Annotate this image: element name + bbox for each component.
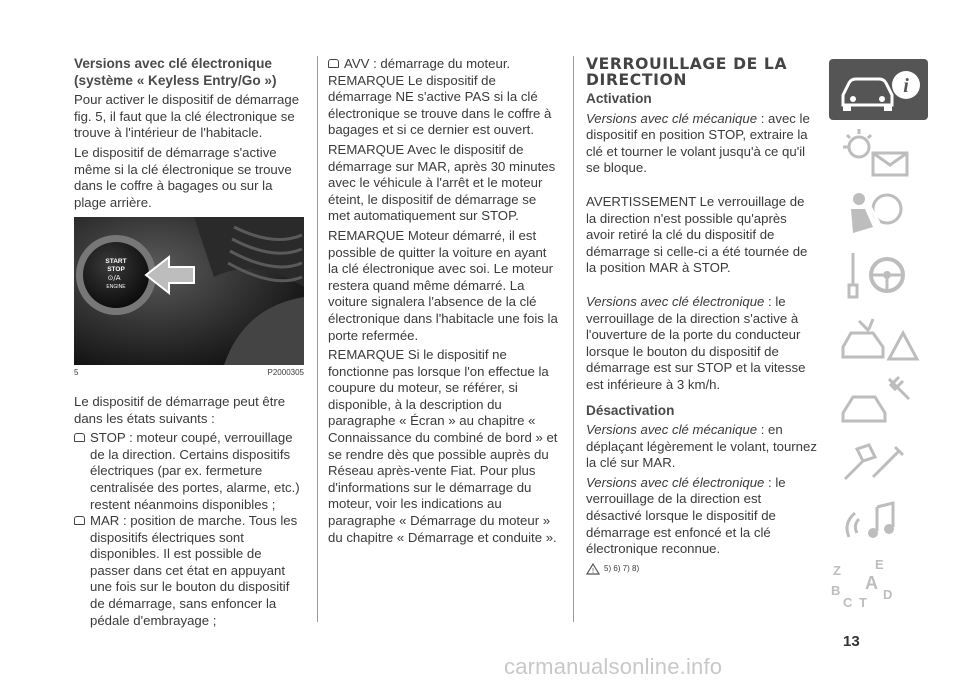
note-paragraph: REMARQUE Si le dispositif ne fonctionne pas lorsque l'on effectue la coupure du moteur, se référer, si disponible, à la description du paragraphe « Écran » au chapitre « Connaissance du combiné de bord » et se rendre dès que possible auprès du Réseau après-vente Fiat. Pour plus d'informations sur le démarrage du moteur, voir les indications au paragraphe « Démarrage du moteur » du chapitre « Démarrage et conduite ».	[328, 347, 558, 545]
column-divider	[573, 56, 574, 622]
engine-label: ENGINE	[106, 284, 126, 291]
technical-data-icon	[829, 431, 928, 492]
stop-label: STOP	[107, 266, 125, 274]
index-icon	[829, 555, 928, 611]
warning-triangle-icon	[586, 563, 600, 575]
paragraph: Versions avec clé mécanique : avec le dispositif en position STOP, extraire la clé et tourner le volant jusqu'à ce qu'il se bloque.	[586, 110, 810, 176]
svg-text:E: E	[875, 557, 884, 572]
warning-paragraph: AVERTISSEMENT Le verrouillage de la direction n'est possible qu'après avoir retiré la clé du dispositif de démarrage si celle-ci a été tournée de la position MAR à STOP.	[586, 193, 808, 276]
svg-text:i: i	[903, 75, 909, 97]
note-paragraph: REMARQUE Avec le dispositif de démarrage sur MAR, après 30 minutes avec le véhicule à l'arrêt et le moteur éteint, le dispositif de démarrage se met automatiquement sur STOP.	[328, 141, 556, 224]
dashboard-lights-icon	[829, 121, 928, 182]
svg-text:!: !	[591, 567, 595, 576]
tab-maintenance[interactable]	[829, 369, 928, 430]
section-title: VERROUILLAGE DE LA DIRECTION	[586, 55, 788, 89]
paragraph: Pour activer le dispositif de démarrage fig. 5, il faut que la clé électronique se trouve à l'intérieur de l'habitacle.	[74, 92, 300, 141]
note-paragraph: REMARQUE Moteur démarré, il est possible de quitter la voiture en ayant la clé électronique avec soi. Le moteur restera quand même démarré. La voiture signalera l'absence de la clé électronique dans l'habitacle une fois la porte refermée.	[328, 227, 558, 343]
tab-dashboard-lights[interactable]	[829, 121, 928, 182]
tab-multimedia[interactable]	[829, 493, 928, 554]
maintenance-icon	[829, 369, 928, 430]
svg-text:⊙/A: ⊙/A	[107, 274, 121, 283]
svg-text:T: T	[859, 595, 867, 610]
svg-text:A: A	[865, 573, 878, 593]
safety-airbag-icon	[829, 183, 928, 244]
tab-starting-driving[interactable]	[829, 245, 928, 306]
list-item-avv: AVV : démarrage du moteur.	[328, 56, 560, 73]
column-1	[74, 56, 304, 629]
warning-references: ! 5) 6) 7) 8)	[586, 561, 818, 578]
list-item-mar: MAR : position de marche. Tous les dispositifs électriques sont disponibles. Il est possible de passer dans cet état en appuyant une fois sur le bouton du dispositif de démarrage, sans enfoncer la pédale d'embrayage ;	[74, 513, 304, 629]
start-stop-photo	[74, 217, 304, 365]
paragraph: Versions avec clé électronique : le verrouillage de la direction est désactivé lorsque le dispositif de démarrage est enfoncé et la clé électronique reconnue.	[586, 474, 786, 557]
chapter-tabs	[829, 59, 928, 611]
svg-text:C: C	[843, 595, 853, 610]
paragraph: Versions avec clé électronique : le verrouillage de la direction s'active à l'ouverture de la porte du conducteur lorsque le bouton du dispositif de démarrage est sur STOP et la vitesse est inférieure à 3 km/h.	[586, 293, 806, 392]
car-bullet-icon	[74, 516, 85, 525]
svg-text:D: D	[883, 587, 893, 602]
figure-start-button	[74, 217, 304, 365]
tab-emergency[interactable]	[829, 307, 928, 368]
multimedia-icon	[829, 493, 928, 554]
tab-index[interactable]	[829, 555, 928, 616]
figure-code: P2000305	[267, 368, 304, 378]
watermark: carmanualsonline.info	[504, 654, 723, 679]
svg-text:B: B	[831, 583, 841, 598]
note-paragraph: REMARQUE Le dispositif de démarrage NE s'active PAS si la clé électronique se trouve dans le coffre à bagages et si ce dernier est ouvert.	[328, 72, 552, 138]
car-info-icon	[829, 59, 928, 120]
tab-technical-data[interactable]	[829, 431, 928, 492]
paragraph: Le dispositif de démarrage s'active même si la clé électronique se trouve dans le coffre à bagages ou sur la plage arrière.	[74, 144, 292, 210]
starting-driving-icon	[829, 245, 928, 306]
tab-safety[interactable]	[829, 183, 928, 244]
page-number: 13	[843, 633, 860, 650]
paragraph: Versions avec clé mécanique : en déplaçant légèrement le volant, tournez la clé sur MAR.	[586, 422, 817, 471]
tab-car-info[interactable]	[829, 59, 928, 120]
paragraph: Le dispositif de démarrage peut être dans les états suivants :	[74, 393, 286, 426]
column-3	[586, 56, 818, 577]
list-item-stop: STOP : moteur coupé, verrouillage de la direction. Certains dispositifs électriques (par ex. fermeture centralisée des portes, alarme, etc.) restent néanmoins disponibles ;	[74, 430, 304, 513]
subheading-deactivation: Désactivation	[586, 402, 675, 418]
section-heading-keyless: Versions avec clé électronique (système « Keyless Entry/Go »)	[74, 56, 277, 88]
start-label: START	[105, 258, 127, 266]
figure-caption	[74, 365, 304, 382]
car-bullet-icon	[74, 433, 85, 442]
car-bullet-icon	[328, 59, 339, 68]
svg-text:Z: Z	[833, 563, 841, 578]
column-2	[328, 56, 560, 549]
column-divider	[317, 56, 318, 622]
emergency-icon	[829, 307, 928, 368]
subheading-activation: Activation	[586, 91, 652, 106]
figure-number: 5	[74, 368, 79, 378]
